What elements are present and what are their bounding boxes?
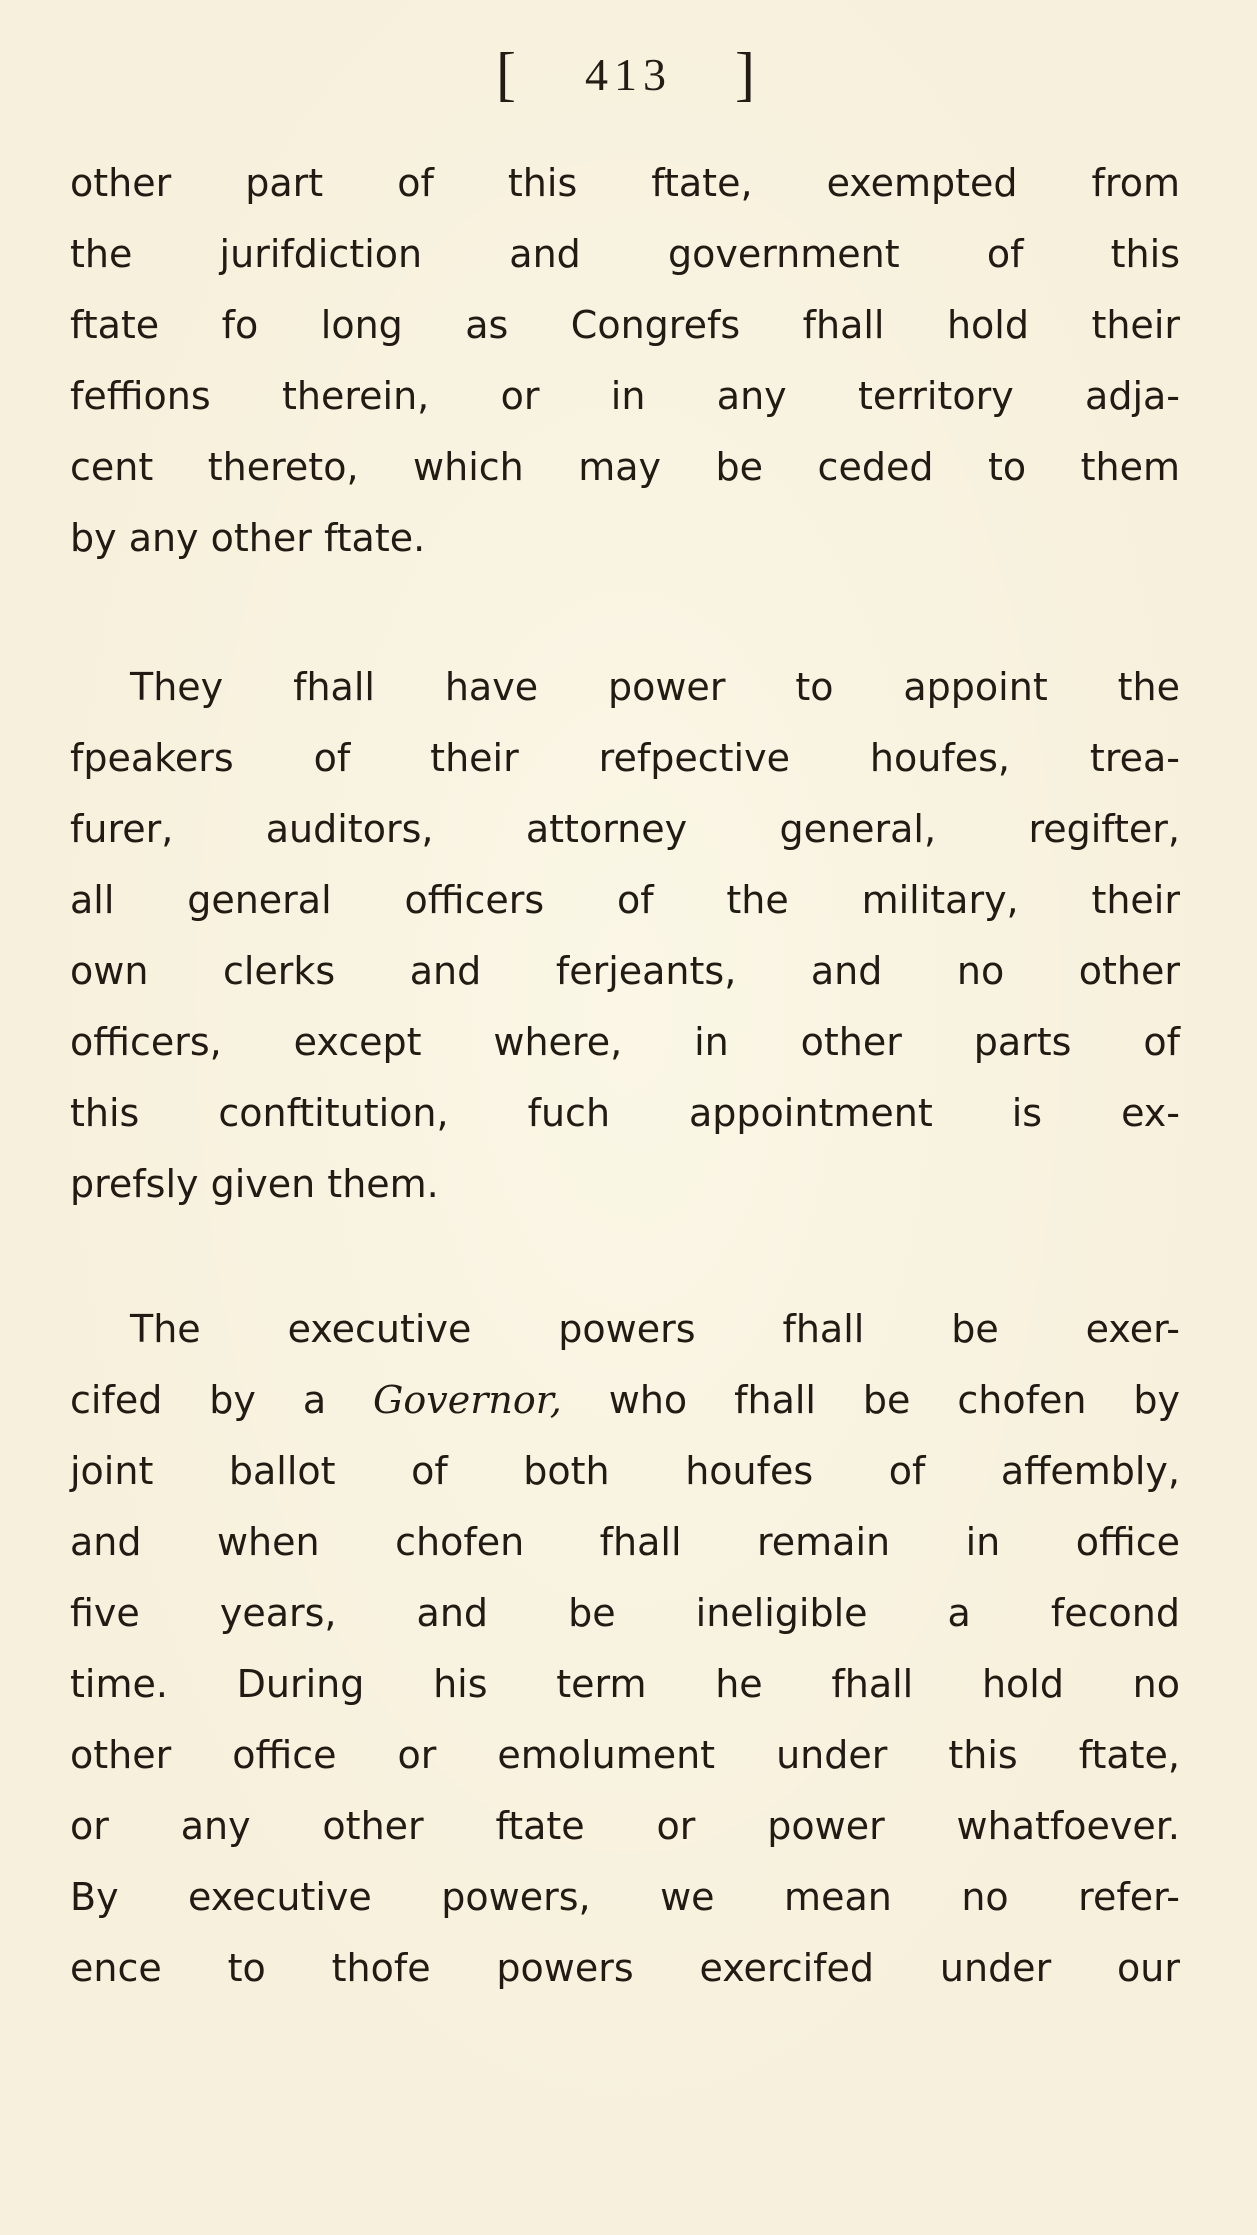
text-line: ence to thofe powers exercifed under our bbox=[70, 1946, 1180, 1990]
text-line: They fhall have power to appoint the bbox=[130, 665, 1180, 709]
paragraph-3 bbox=[70, 1294, 1180, 2004]
text-line: time. During his term he fhall hold no bbox=[70, 1662, 1180, 1706]
text-line: all general officers of the military, their bbox=[70, 878, 1180, 922]
header-open-bracket: [ bbox=[496, 41, 522, 107]
text-line-with-italic bbox=[70, 1365, 1180, 1436]
text-segment: who fhall be chofen by bbox=[561, 1378, 1180, 1422]
text-line: by any other ftate. bbox=[70, 516, 426, 560]
text-line: The executive powers fhall be exer- bbox=[130, 1307, 1180, 1351]
text-line: furer, auditors, attorney general, regifter, bbox=[70, 807, 1180, 851]
text-line: other office or emolument under this ftate, bbox=[70, 1733, 1180, 1777]
text-line: or any other ftate or power whatfoever. bbox=[70, 1804, 1180, 1848]
page-number: 413 bbox=[585, 49, 672, 100]
text-line: and when chofen fhall remain in office bbox=[70, 1520, 1180, 1564]
text-line: joint ballot of both houfes of affembly, bbox=[70, 1449, 1180, 1493]
text-line: feffions therein, or in any territory adja- bbox=[70, 374, 1180, 418]
header-close-bracket: ] bbox=[735, 41, 761, 107]
text-segment: cifed by a bbox=[70, 1378, 374, 1422]
paragraph-1 bbox=[70, 148, 1180, 574]
page-header bbox=[0, 40, 1257, 109]
text-line: this conftitution, fuch appointment is ex- bbox=[70, 1091, 1180, 1135]
text-line: ftate fo long as Congrefs fhall hold their bbox=[70, 303, 1180, 347]
text-line: the jurifdiction and government of this bbox=[70, 232, 1180, 276]
text-line: five years, and be ineligible a fecond bbox=[70, 1591, 1180, 1635]
text-line: prefsly given them. bbox=[70, 1162, 439, 1206]
text-line: other part of this ftate, exempted from bbox=[70, 161, 1180, 205]
text-line: own clerks and ferjeants, and no other bbox=[70, 949, 1180, 993]
text-line: By executive powers, we mean no refer- bbox=[70, 1875, 1180, 1919]
italic-term-governor: Governor, bbox=[373, 1378, 562, 1422]
text-line: fpeakers of their refpective houfes, trea- bbox=[70, 736, 1180, 780]
text-line: officers, except where, in other parts of bbox=[70, 1020, 1180, 1064]
text-line: cent thereto, which may be ceded to them bbox=[70, 445, 1180, 489]
paragraph-2 bbox=[70, 652, 1180, 1220]
